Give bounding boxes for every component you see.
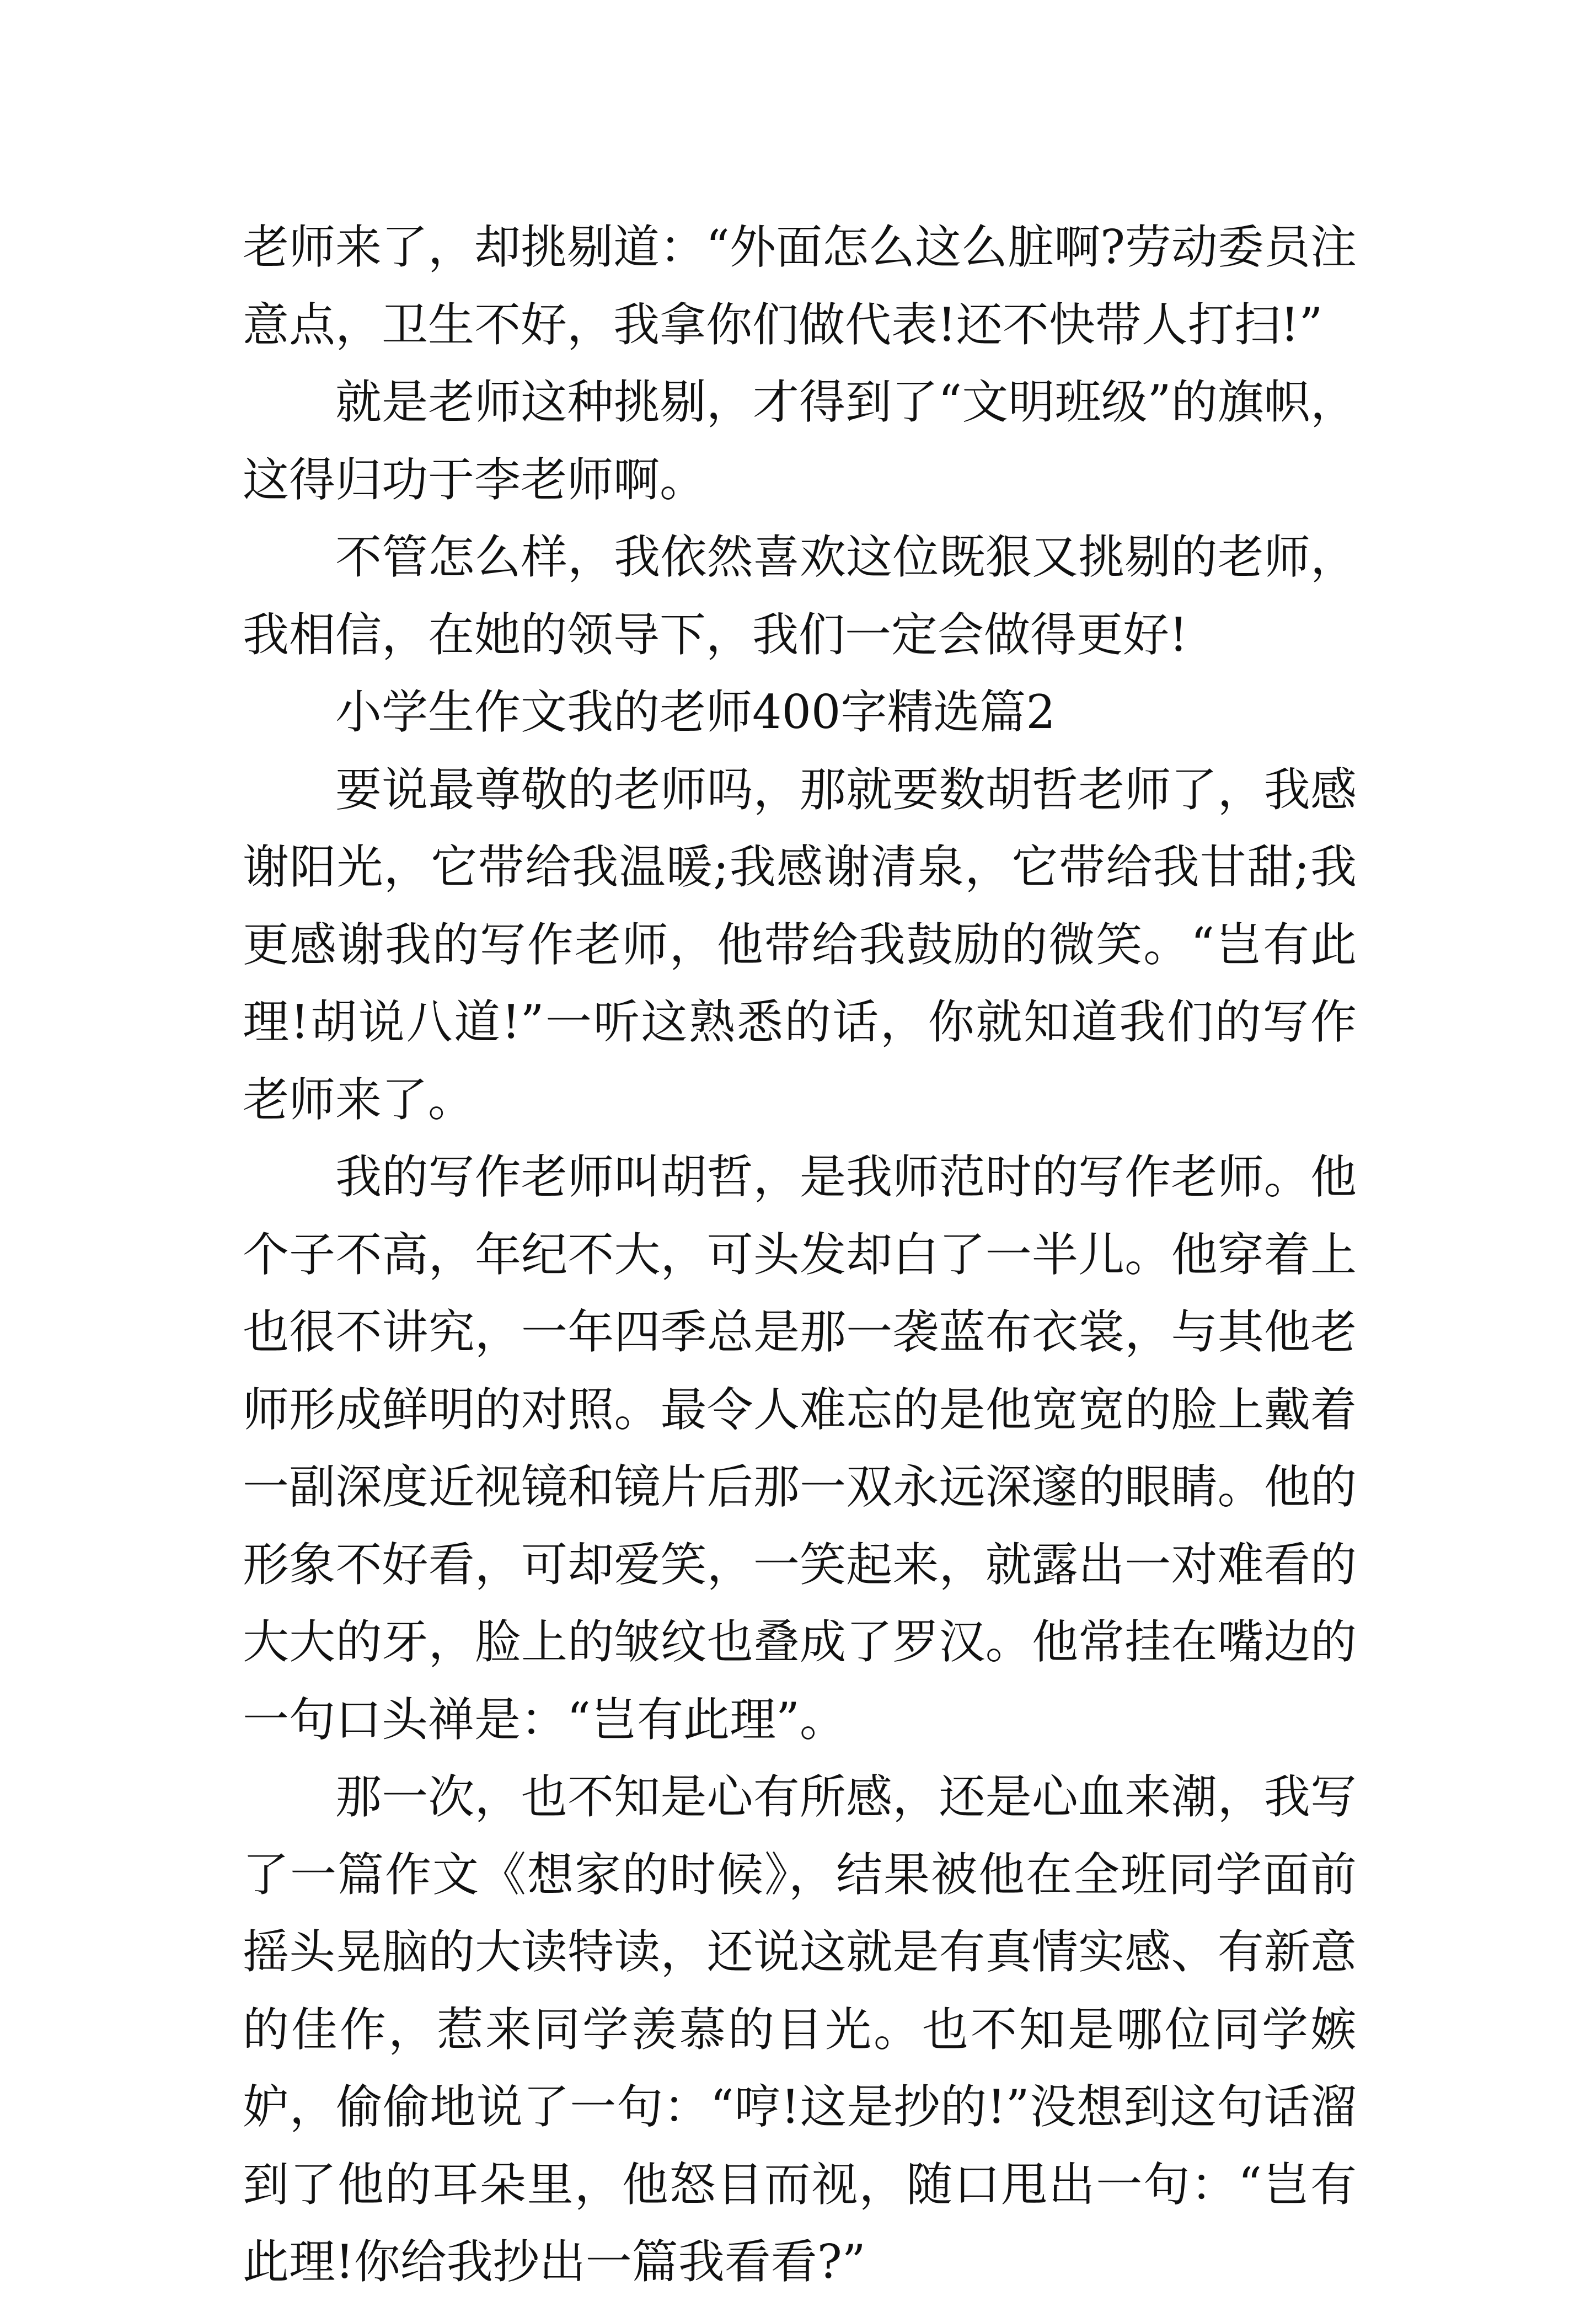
paragraph-teacher-complains: 老师来了，却挑剔道：“外面怎么这么脏啊?劳动委员注意点，卫生不好，我拿你们做代表!还不快带人打扫!”: [243, 220, 1357, 352]
paragraph-civilized-class: 就是老师这种挑剔，才得到了“文明班级”的旗帜，这得归功于李老师啊。: [243, 375, 1357, 507]
essay-body: [243, 208, 1357, 2301]
paragraph-essay-story: 那一次，也不知是心有所感，还是心血来潮，我写了一篇作文《想家的时候》，结果被他在全班同学面前摇头晃脑的大读特读，还说这就是有真情实感、有新意的佳作，惹来同学羡慕的目光。也不知是哪位同学嫉妒，偷偷地说了一句：“哼!这是抄的!”没想到这句话溜到了他的耳朵里，他怒目而视，随口甩出一句：“岂有此理!你给我抄出一篇我看看?”: [243, 1770, 1357, 2289]
paragraph-still-like-teacher: 不管怎么样，我依然喜欢这位既狠又挑剔的老师，我相信，在她的领导下，我们一定会做得更好!: [243, 530, 1357, 662]
paragraph-most-respected-teacher: 要说最尊敬的老师吗，那就要数胡哲老师了，我感谢阳光，它带给我温暖;我感谢清泉，它带给我甘甜;我更感谢我的写作老师，他带给我鼓励的微笑。“岂有此理!胡说八道!”一听这熟悉的话，你就知道我们的写作老师来了。: [243, 762, 1357, 1127]
paragraph-teacher-description: 我的写作老师叫胡哲，是我师范时的写作老师。他个子不高，年纪不大，可头发却白了一半儿。他穿着上也很不讲究，一年四季总是那一袭蓝布衣裳，与其他老师形成鲜明的对照。最令人难忘的是他宽宽的脸上戴着一副深度近视镜和镜片后那一双永远深邃的眼睛。他的形象不好看，可却爱笑，一笑起来，就露出一对难看的大大的牙，脸上的皱纹也叠成了罗汉。他常挂在嘴边的一句口头禅是：“岂有此理”。: [243, 1150, 1357, 1747]
section-heading: 小学生作文我的老师400字精选篇2: [335, 685, 1056, 739]
